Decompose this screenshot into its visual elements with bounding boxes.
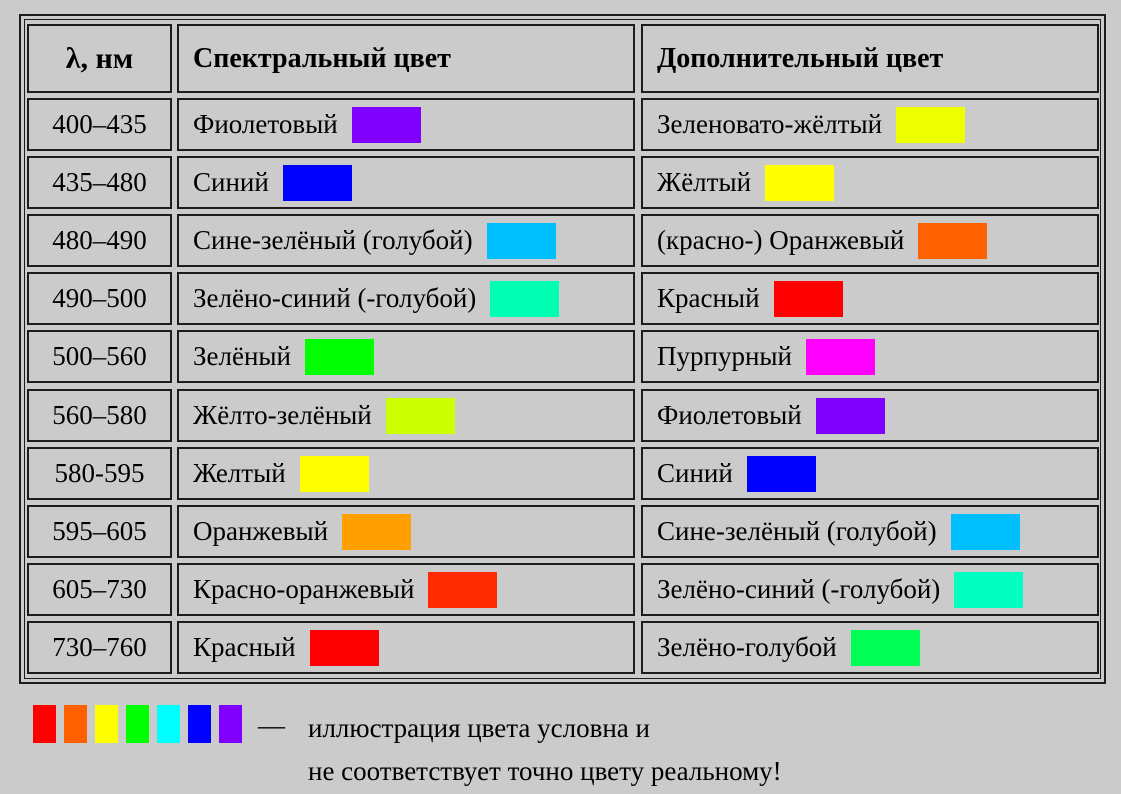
legend-color-swatch — [188, 705, 211, 743]
complementary-color-cell — [641, 214, 1099, 267]
legend-color-swatch — [157, 705, 180, 743]
wavelength-cell — [27, 330, 172, 383]
wavelength-cell — [27, 505, 172, 558]
legend-line-2: не соответствует точно цвету реальному! — [308, 756, 782, 786]
complementary-color-cell — [641, 98, 1099, 151]
complementary-color-cell — [641, 156, 1099, 209]
complementary-color-swatch — [747, 456, 816, 492]
legend-note — [308, 707, 782, 793]
wavelength-range: 560–580 — [52, 400, 147, 430]
complementary-color-cell — [641, 563, 1099, 616]
wavelength-cell — [27, 272, 172, 325]
complementary-color-name: Синий — [657, 458, 733, 488]
complementary-color-swatch — [851, 630, 920, 666]
complementary-color-swatch — [918, 223, 987, 259]
spectral-color-swatch — [300, 456, 369, 492]
wavelength-cell — [27, 214, 172, 267]
complementary-color-swatch — [765, 165, 834, 201]
legend-line-1: иллюстрация цвета условна и — [308, 713, 650, 743]
spectral-color-cell — [177, 563, 635, 616]
complementary-color-name: Жёлтый — [657, 167, 752, 197]
header-wavelength — [27, 24, 172, 93]
header-complementary-color — [641, 24, 1099, 93]
spectral-color-name: Оранжевый — [193, 516, 329, 546]
wavelength-cell — [27, 389, 172, 442]
complementary-color-name: Зелёно-голубой — [657, 632, 837, 662]
spectral-color-swatch — [283, 165, 352, 201]
complementary-color-name: Зелёно-синий (-голубой) — [657, 574, 941, 604]
complementary-color-swatch — [816, 398, 885, 434]
spectral-color-cell — [177, 214, 635, 267]
complementary-color-name: (красно-) Оранжевый — [657, 225, 905, 255]
legend-color-swatch — [64, 705, 87, 743]
legend-color-swatch — [219, 705, 242, 743]
wavelength-range: 595–605 — [52, 516, 147, 546]
wavelength-cell — [27, 563, 172, 616]
spectral-color-cell — [177, 98, 635, 151]
spectral-color-name: Красный — [193, 632, 296, 662]
spectral-color-name: Зелёный — [193, 341, 292, 371]
spectral-color-cell — [177, 330, 635, 383]
complementary-color-swatch — [774, 281, 843, 317]
spectral-color-swatch — [352, 107, 421, 143]
complementary-color-name: Зеленовато-жёлтый — [657, 109, 883, 139]
complementary-color-cell — [641, 505, 1099, 558]
wavelength-range: 400–435 — [52, 109, 147, 139]
complementary-color-name: Пурпурный — [657, 341, 792, 371]
complementary-color-name: Сине-зелёный (голубой) — [657, 516, 937, 546]
wavelength-cell — [27, 98, 172, 151]
spectral-color-swatch — [310, 630, 379, 666]
spectral-color-cell — [177, 505, 635, 558]
spectral-color-name: Зелёно-синий (-голубой) — [193, 283, 477, 313]
spectral-color-cell — [177, 272, 635, 325]
spectral-color-name: Желтый — [193, 458, 286, 488]
spectral-color-cell — [177, 389, 635, 442]
wavelength-range: 500–560 — [52, 341, 147, 371]
header-complementary-label: Дополнительный цвет — [657, 42, 944, 74]
spectral-color-swatch — [487, 223, 556, 259]
header-wavelength-label: λ, нм — [65, 41, 134, 75]
complementary-color-name: Красный — [657, 283, 760, 313]
wavelength-range: 605–730 — [52, 574, 147, 604]
spectral-color-name: Красно-оранжевый — [193, 574, 415, 604]
wavelength-range: 490–500 — [52, 283, 147, 313]
wavelength-range: 435–480 — [52, 167, 147, 197]
wavelength-range: 580-595 — [54, 458, 145, 488]
spectral-color-name: Сине-зелёный (голубой) — [193, 225, 473, 255]
header-spectral-label: Спектральный цвет — [193, 42, 451, 74]
wavelength-cell — [27, 447, 172, 500]
complementary-color-cell — [641, 447, 1099, 500]
complementary-color-swatch — [951, 514, 1020, 550]
complementary-color-swatch — [806, 339, 875, 375]
spectral-color-cell — [177, 447, 635, 500]
spectral-color-name: Синий — [193, 167, 269, 197]
complementary-color-cell — [641, 621, 1099, 674]
wavelength-cell — [27, 621, 172, 674]
complementary-color-swatch — [896, 107, 965, 143]
wavelength-range: 730–760 — [52, 632, 147, 662]
spectral-color-swatch — [428, 572, 497, 608]
legend-color-swatch — [95, 705, 118, 743]
complementary-color-cell — [641, 389, 1099, 442]
complementary-color-cell — [641, 272, 1099, 325]
spectral-color-swatch — [386, 398, 455, 434]
legend-color-swatch — [126, 705, 149, 743]
complementary-color-name: Фиолетовый — [657, 400, 802, 430]
wavelength-cell — [27, 156, 172, 209]
spectral-color-swatch — [342, 514, 411, 550]
header-spectral-color — [177, 24, 635, 93]
spectral-color-cell — [177, 156, 635, 209]
wavelength-range: 480–490 — [52, 225, 147, 255]
legend-dash: — — [258, 710, 285, 740]
legend-color-swatch — [33, 705, 56, 743]
spectral-color-cell — [177, 621, 635, 674]
spectral-color-swatch — [305, 339, 374, 375]
spectral-color-swatch — [490, 281, 559, 317]
spectral-color-name: Фиолетовый — [193, 109, 338, 139]
complementary-color-swatch — [954, 572, 1023, 608]
spectral-color-name: Жёлто-зелёный — [193, 400, 372, 430]
complementary-color-cell — [641, 330, 1099, 383]
